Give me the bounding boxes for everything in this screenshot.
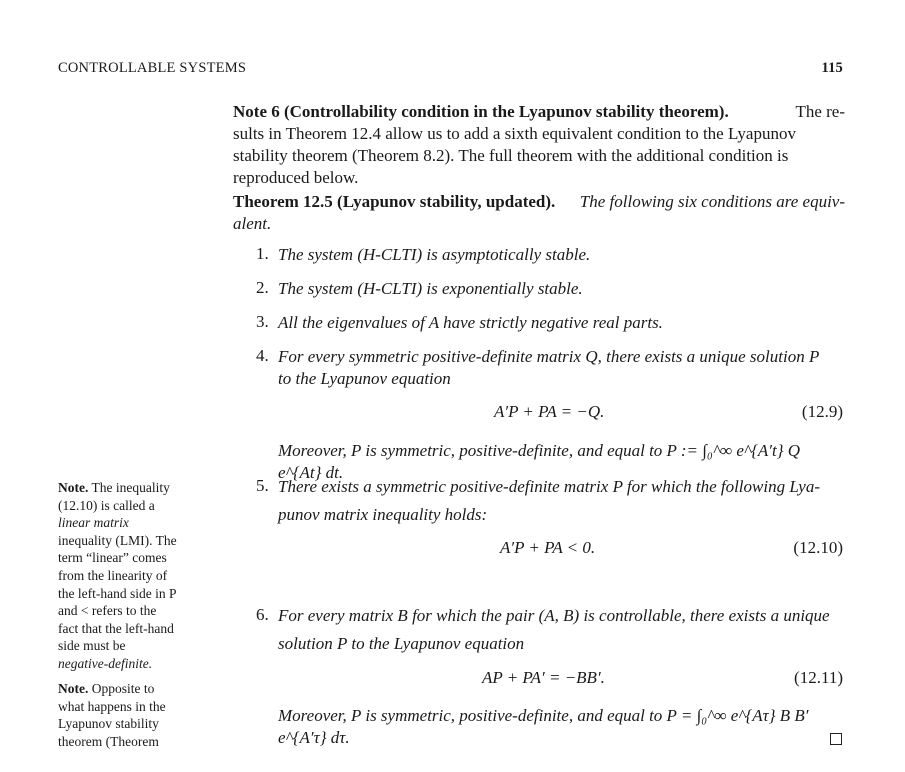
equation-number-12-9: (12.9) [801, 402, 843, 421]
note6-paragraph [233, 101, 845, 189]
condition-2-text: The system (H-CLTI) is exponentially stable. [278, 279, 583, 298]
condition-4-line1: For every symmetric positive-definite matrix Q, there exists a unique solution P [278, 347, 820, 366]
margin-note-line: inequality (LMI). The [58, 532, 177, 548]
condition-5-number: 5. [256, 476, 269, 495]
theorem-statement-line1: The following six conditions are equiv- [579, 192, 845, 211]
margin-note-label: Note. [58, 480, 89, 495]
theorem-statement-line2: alent. [233, 214, 272, 233]
margin-note-line: term “linear” comes [58, 550, 167, 566]
condition-5-line2: punov matrix inequality holds: [278, 505, 488, 524]
margin-note-line: The inequality [91, 480, 170, 495]
margin-note-line: the left-hand side in P [58, 585, 177, 601]
condition-4-line2: to the Lyapunov equation [278, 369, 451, 388]
note6-heading: Note 6 (Controllability condition in the Lyapunov stability theorem). [233, 102, 729, 121]
condition-4-moreover: Moreover, P is symmetric, positive-definite, and equal to P := ∫₀^∞ e^{A′t} Q e^{At} dt. [278, 441, 801, 482]
equation-12-10: A′P + PA < 0. [500, 538, 596, 557]
condition-6-line2: solution P to the Lyapunov equation [278, 634, 525, 653]
margin-note-line: fact that the left-hand [58, 620, 174, 636]
condition-1-number: 1. [256, 244, 269, 263]
theorem-block [233, 191, 845, 235]
condition-4-number: 4. [256, 346, 269, 365]
margin-note-line: linear matrix [58, 515, 129, 531]
equation-number-12-10: (12.10) [793, 538, 843, 557]
margin-note-line: and < refers to the [58, 603, 157, 619]
note6-line2: sults in Theorem 12.4 allow us to add a sixth equivalent condition to the Lyapunov [233, 124, 796, 143]
margin-note-line: theorem (Theorem [58, 733, 159, 749]
condition-3-number: 3. [256, 312, 269, 331]
condition-6-line1: For every matrix B for which the pair (A, B) is controllable, there exists a unique [278, 606, 830, 625]
margin-note-line: what happens in the [58, 698, 166, 714]
equation-12-11: AP + PA′ = −BB′. [482, 668, 605, 687]
margin-note-line: side must be [58, 638, 126, 654]
condition-5-line1: There exists a symmetric positive-definite matrix P for which the following Lya- [278, 477, 820, 496]
margin-note-opposite [58, 680, 192, 750]
margin-note-line: from the linearity of [58, 567, 168, 583]
theorem-heading: Theorem 12.5 (Lyapunov stability, updated). [233, 192, 556, 211]
condition-1-text: The system (H-CLTI) is asymptotically stable. [278, 245, 591, 264]
equation-12-9: A′P + PA = −Q. [494, 402, 605, 421]
margin-note-line: Opposite to [91, 681, 155, 696]
condition-2-number: 2. [256, 278, 269, 297]
note6-line3: stability theorem (Theorem 8.2). The full theorem with the additional condition is [233, 146, 789, 165]
condition-6-number: 6. [256, 605, 269, 624]
running-header: CONTROLLABLE SYSTEMS [58, 60, 247, 76]
margin-note-line: negative-definite. [58, 655, 153, 671]
note6-line4: reproduced below. [233, 168, 359, 187]
margin-note-line: (12.10) is called a [58, 497, 155, 513]
page-number: 115 [821, 60, 843, 76]
margin-note-lmi [58, 479, 192, 673]
equation-number-12-11: (12.11) [794, 668, 843, 687]
end-of-proof-icon [830, 733, 842, 745]
condition-3-text: All the eigenvalues of A have strictly negative real parts. [278, 313, 663, 332]
margin-note-line: Lyapunov stability [58, 716, 159, 732]
note6-line1-tail: The re- [795, 102, 845, 121]
condition-6-moreover: Moreover, P is symmetric, positive-definite, and equal to P = ∫₀^∞ e^{Aτ} B B′ e^{A′τ} dτ. [278, 706, 809, 747]
margin-note-label: Note. [58, 681, 89, 696]
